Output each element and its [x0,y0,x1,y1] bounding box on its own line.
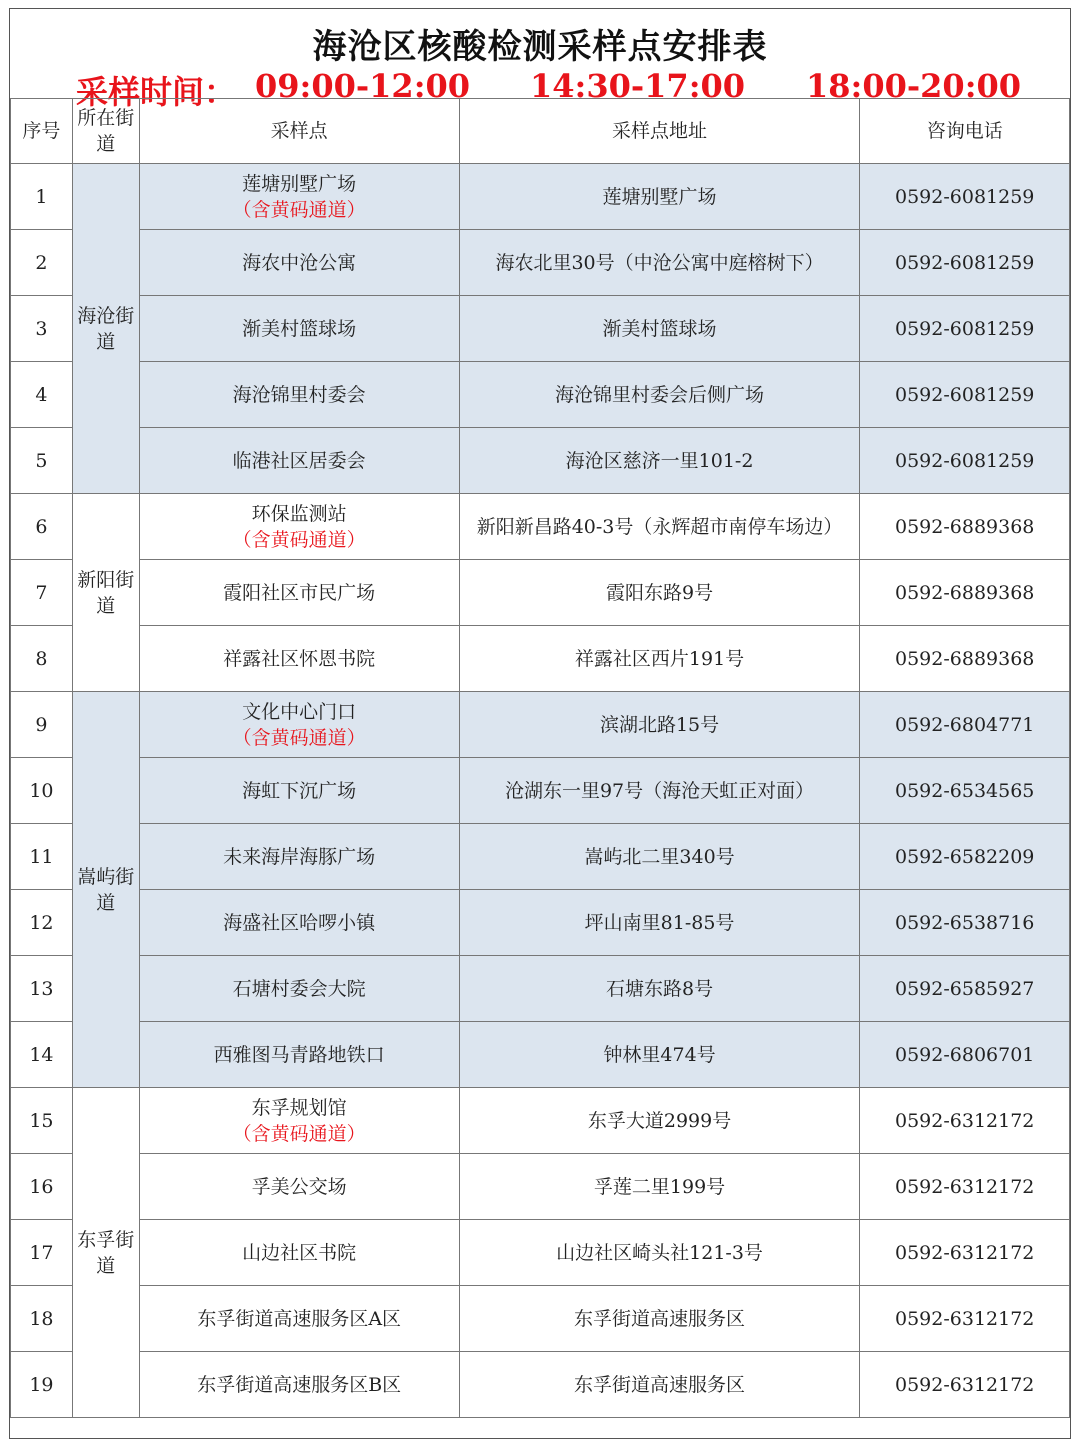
phone-number: 0592-6081259 [860,230,1070,296]
site-address: 渐美村篮球场 [459,296,860,362]
table-row [11,758,1070,824]
site-name-cell [139,560,459,626]
table-row [11,494,1070,560]
row-number: 19 [11,1352,73,1418]
phone-number: 0592-6081259 [860,428,1070,494]
street-name: 海沧街道 [72,164,139,494]
time-slot-evening: 18:00-20:00 [806,67,1022,105]
site-name-cell [139,1220,459,1286]
site-name-cell [139,824,459,890]
site-name-cell [139,1088,459,1154]
table-row [11,362,1070,428]
site-name: 东孚街道高速服务区B区 [197,1373,402,1396]
site-address: 坪山南里81-85号 [459,890,860,956]
site-address: 莲塘别墅广场 [459,164,860,230]
table-row [11,692,1070,758]
site-name-cell [139,692,459,758]
table-row [11,1022,1070,1088]
phone-number: 0592-6312172 [860,1088,1070,1154]
phone-number: 0592-6889368 [860,494,1070,560]
sampling-sites-table [10,98,1070,1418]
phone-number: 0592-6806701 [860,1022,1070,1088]
site-name: 西雅图马青路地铁口 [213,1043,385,1066]
table-row [11,164,1070,230]
phone-number: 0592-6312172 [860,1286,1070,1352]
phone-number: 0592-6804771 [860,692,1070,758]
yellow-code-channel-note: （含黄码通道） [232,198,366,221]
table-row [11,1088,1070,1154]
site-name: 孚美公交场 [251,1175,347,1198]
yellow-code-channel-note: （含黄码通道） [232,726,366,749]
site-name: 海沧锦里村委会 [232,383,366,406]
site-address: 嵩屿北二里340号 [459,824,860,890]
site-name: 祥露社区怀恩书院 [223,647,376,670]
table-row [11,296,1070,362]
row-number: 13 [11,956,73,1022]
phone-number: 0592-6538716 [860,890,1070,956]
site-name-cell [139,1352,459,1418]
table-row [11,890,1070,956]
site-name-cell [139,626,459,692]
table-row [11,560,1070,626]
site-name-cell [139,1154,459,1220]
phone-number: 0592-6081259 [860,362,1070,428]
site-address: 祥露社区西片191号 [459,626,860,692]
time-slot-afternoon: 14:30-17:00 [530,67,746,105]
site-name: 石塘村委会大院 [232,977,366,1000]
row-number: 14 [11,1022,73,1088]
site-name: 文化中心门口 [242,700,357,723]
table-row [11,1352,1070,1418]
site-name-cell [139,956,459,1022]
schedule-sheet [9,8,1071,1439]
street-name: 嵩屿街道 [72,692,139,1088]
row-number: 4 [11,362,73,428]
site-name-cell [139,164,459,230]
site-name: 临港社区居委会 [232,449,366,472]
site-address: 沧湖东一里97号（海沧天虹正对面） [459,758,860,824]
site-name: 山边社区书院 [242,1241,357,1264]
row-number: 1 [11,164,73,230]
site-name: 霞阳社区市民广场 [223,581,376,604]
yellow-code-channel-note: （含黄码通道） [232,528,366,551]
site-name-cell [139,230,459,296]
street-name: 新阳街道 [72,494,139,692]
site-address: 东孚大道2999号 [459,1088,860,1154]
row-number: 10 [11,758,73,824]
phone-number: 0592-6312172 [860,1154,1070,1220]
site-name: 莲塘别墅广场 [242,172,357,195]
site-name-cell [139,428,459,494]
header-street: 所在街道 [72,99,139,164]
site-name: 海虹下沉广场 [242,779,357,802]
table-row [11,1286,1070,1352]
site-name-cell [139,362,459,428]
phone-number: 0592-6081259 [860,296,1070,362]
row-number: 9 [11,692,73,758]
phone-number: 0592-6889368 [860,626,1070,692]
table-row [11,428,1070,494]
row-number: 3 [11,296,73,362]
site-name: 东孚街道高速服务区A区 [197,1307,402,1330]
site-address: 山边社区崎头社121-3号 [459,1220,860,1286]
street-name: 东孚街道 [72,1088,139,1418]
table-header-row [11,99,1070,164]
site-address: 石塘东路8号 [459,956,860,1022]
time-prefix: 采样时间： [76,73,237,111]
row-number: 2 [11,230,73,296]
site-address: 霞阳东路9号 [459,560,860,626]
site-name: 海农中沧公寓 [242,251,357,274]
site-address: 海农北里30号（中沧公寓中庭榕树下） [459,230,860,296]
site-name: 海盛社区哈啰小镇 [223,911,376,934]
site-address: 滨湖北路15号 [459,692,860,758]
page-title: 海沧区核酸检测采样点安排表 [312,27,768,67]
site-name-cell [139,494,459,560]
site-name: 渐美村篮球场 [242,317,357,340]
row-number: 15 [11,1088,73,1154]
phone-number: 0592-6585927 [860,956,1070,1022]
table-row [11,230,1070,296]
site-name-cell [139,890,459,956]
row-number: 6 [11,494,73,560]
row-number: 7 [11,560,73,626]
table-row [11,1154,1070,1220]
site-name: 东孚规划馆 [251,1096,347,1119]
phone-number: 0592-6889368 [860,560,1070,626]
site-address: 新阳新昌路40-3号（永辉超市南停车场边） [459,494,860,560]
table-row [11,956,1070,1022]
site-address: 海沧锦里村委会后侧广场 [459,362,860,428]
site-address: 东孚街道高速服务区 [459,1286,860,1352]
site-name-cell [139,1022,459,1088]
row-number: 16 [11,1154,73,1220]
row-number: 18 [11,1286,73,1352]
phone-number: 0592-6312172 [860,1352,1070,1418]
table-row [11,626,1070,692]
phone-number: 0592-6582209 [860,824,1070,890]
time-slot-morning: 09:00-12:00 [255,67,471,105]
site-address: 钟林里474号 [459,1022,860,1088]
site-name: 环保监测站 [251,502,347,525]
phone-number: 0592-6081259 [860,164,1070,230]
row-number: 11 [11,824,73,890]
site-name-cell [139,758,459,824]
header-phone: 咨询电话 [860,99,1070,164]
site-address: 孚莲二里199号 [459,1154,860,1220]
row-number: 12 [11,890,73,956]
site-address: 东孚街道高速服务区 [459,1352,860,1418]
row-number: 17 [11,1220,73,1286]
site-name: 未来海岸海豚广场 [223,845,376,868]
header-address: 采样点地址 [459,99,860,164]
table-row [11,824,1070,890]
site-name-cell [139,1286,459,1352]
header-site: 采样点 [139,99,459,164]
yellow-code-channel-note: （含黄码通道） [232,1122,366,1145]
phone-number: 0592-6534565 [860,758,1070,824]
site-name-cell [139,296,459,362]
header-no: 序号 [11,99,73,164]
table-row [11,1220,1070,1286]
site-address: 海沧区慈济一里101-2 [459,428,860,494]
row-number: 5 [11,428,73,494]
phone-number: 0592-6312172 [860,1220,1070,1286]
row-number: 8 [11,626,73,692]
